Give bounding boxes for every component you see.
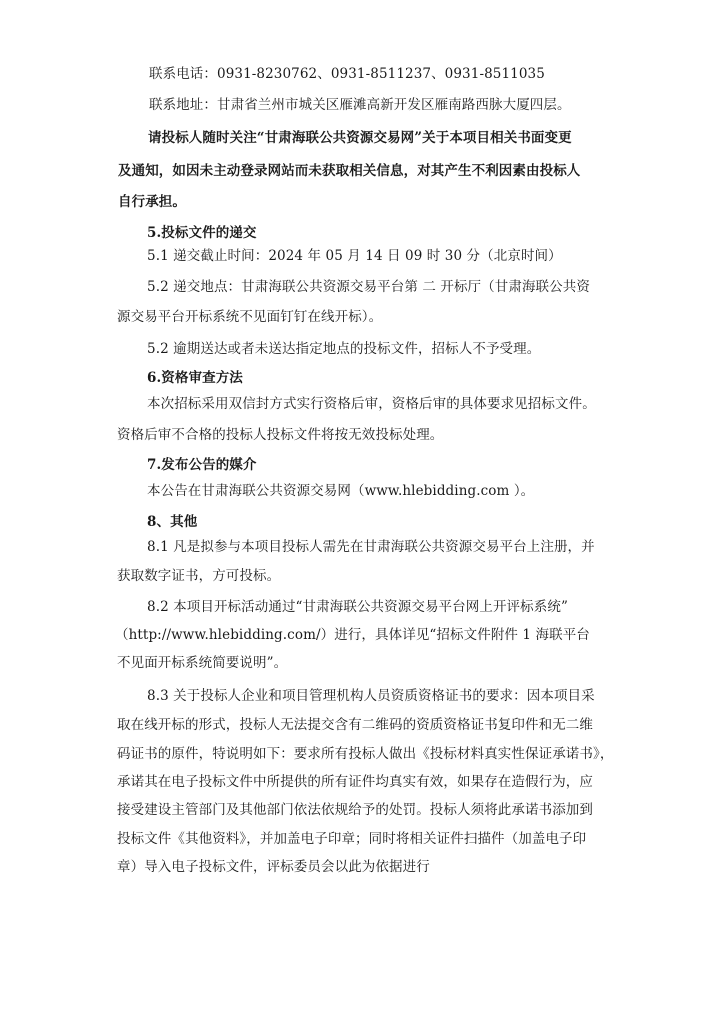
contact-phone: 联系电话：0931-8230762、0931-8511237、0931-8511035 — [149, 66, 545, 82]
contact-address: 联系地址：甘肃省兰州市城关区雁滩高新开发区雁南路西脉大厦四层。 — [149, 97, 571, 113]
section-7-heading: 7.发布公告的媒介 — [147, 457, 257, 473]
item-8-3-line-6: 投标文件《其他资料》，并加盖电子印章；同时将相关证件扫描件（加盖电子印 — [117, 831, 587, 847]
item-8-3-line-5: 接受建设主管部门及其他部门依法依规给予的处罚。投标人须将此承诺书添加到 — [117, 802, 593, 818]
item-8-3-line-1: 8.3 关于投标人企业和项目管理机构人员资质资格证书的要求：因本项目采 — [147, 688, 595, 704]
item-8-2-line-1: 8.2 本项目开标活动通过“甘肃海联公共资源交易平台网上开评标系统” — [147, 599, 568, 615]
item-8-3-line-2: 取在线开标的形式，投标人无法提交含有二维码的资质资格证书复印件和无二维 — [117, 717, 593, 733]
item-8-1-line-2: 获取数字证书，方可投标。 — [117, 568, 281, 584]
qualification-line-1: 本次招标采用双信封方式实行资格后审，资格后审的具体要求见招标文件。 — [147, 396, 596, 412]
qualification-line-2: 资格后审不合格的投标人投标文件将按无效投标处理。 — [117, 427, 444, 443]
section-5-heading: 5.投标文件的递交 — [147, 225, 257, 241]
late-submission-line: 5.2 逾期送达或者未送达指定地点的投标文件，招标人不予受理。 — [147, 341, 541, 357]
notice-line-2: 及通知，如因未主动登录网站而未获取相关信息，对其产生不利因素由投标人 — [118, 163, 581, 179]
item-8-2-line-3: 不见面开标系统简要说明”。 — [117, 655, 288, 671]
item-8-3-line-7: 章）导入电子投标文件，评标委员会以此为依据进行 — [117, 859, 430, 875]
item-8-3-line-3: 码证书的原件，特说明如下：要求所有投标人做出《投标材料真实性保证承诺书》， — [117, 746, 614, 762]
section-8-heading: 8、其他 — [147, 514, 198, 530]
section-6-heading: 6.资格审查方法 — [147, 370, 243, 386]
location-line-2: 源交易平台开标系统不见面钉钉在线开标）。 — [117, 309, 383, 325]
deadline-line: 5.1 递交截止时间：2024 年 05 月 14 日 09 时 30 分（北京时间） — [147, 248, 562, 264]
media-line: 本公告在甘肃海联公共资源交易网（www.hlebidding.com ）。 — [147, 483, 535, 499]
notice-line-3: 自行承担。 — [118, 194, 186, 210]
notice-line-1: 请投标人随时关注“甘肃海联公共资源交易网”关于本项目相关书面变更 — [148, 130, 572, 146]
item-8-1-line-1: 8.1 凡是拟参与本项目投标人需先在甘肃海联公共资源交易平台上注册，并 — [147, 539, 595, 555]
item-8-2-line-2: （http://www.hlebidding.com/）进行，具体详见“招标文件附件 1 海联平台 — [115, 627, 590, 643]
item-8-3-line-4: 承诺其在电子投标文件中所提供的所有证件均真实有效，如果存在造假行为，应 — [117, 774, 593, 790]
location-line-1: 5.2 递交地点：甘肃海联公共资源交易平台第 二 开标厅（甘肃海联公共资 — [147, 279, 590, 295]
